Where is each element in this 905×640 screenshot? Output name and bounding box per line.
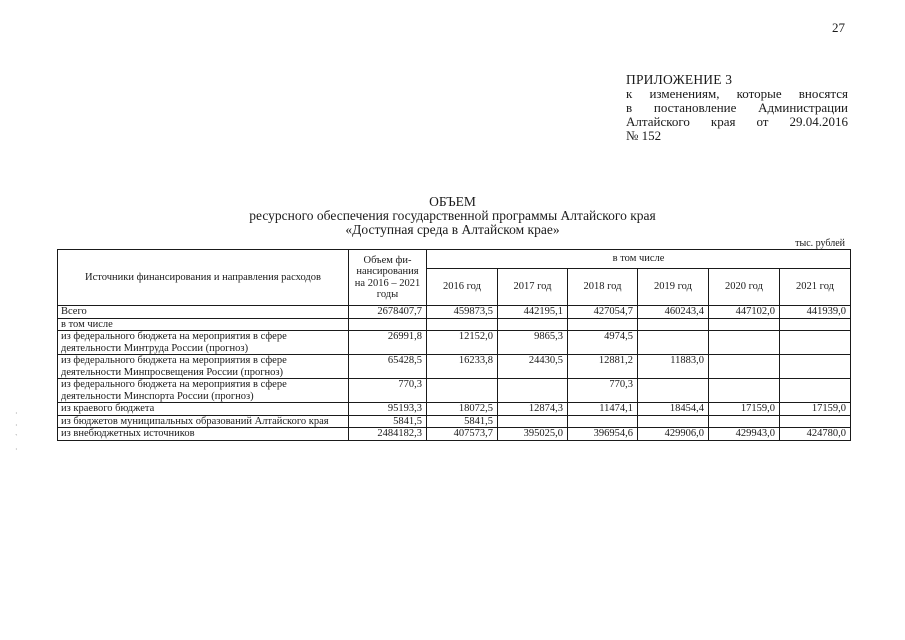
year-value: 441939,0 — [780, 306, 851, 319]
header-including: в том числе — [427, 250, 851, 269]
table-row — [58, 331, 851, 355]
unit-label: тыс. рублей — [795, 238, 845, 249]
row-total: 65428,5 — [349, 355, 427, 379]
year-value: 459873,5 — [427, 306, 498, 319]
row-label: из федерального бюджета на мероприятия в сфере деятельности Минспорта России (прогноз) — [58, 379, 349, 403]
scan-specks: · · ` · — [15, 409, 18, 454]
row-total: 770,3 — [349, 379, 427, 403]
year-value: 11474,1 — [568, 403, 638, 416]
row-label: в том числе — [58, 318, 349, 331]
year-value — [709, 415, 780, 428]
row-label: из внебюджетных источников — [58, 428, 349, 441]
title-line-2: ресурсного обеспечения государственной программы Алтайского края — [249, 208, 656, 223]
table-row — [58, 306, 851, 319]
year-value — [498, 379, 568, 403]
appendix-block — [626, 73, 848, 143]
row-label: из бюджетов муниципальных образований Алтайского края — [58, 415, 349, 428]
header-year: 2020 год — [709, 269, 780, 306]
year-value: 17159,0 — [780, 403, 851, 416]
page-number: 27 — [832, 20, 845, 35]
header-year: 2018 год — [568, 269, 638, 306]
year-value — [709, 331, 780, 355]
header-year: 2019 год — [638, 269, 709, 306]
table-row — [58, 403, 851, 416]
row-label: из федерального бюджета на мероприятия в сфере деятельности Минтруда России (прогноз) — [58, 331, 349, 355]
row-total: 26991,8 — [349, 331, 427, 355]
year-value: 12152,0 — [427, 331, 498, 355]
appendix-line: Алтайского края от 29.04.2016 — [626, 114, 848, 129]
title-line-3: «Доступная среда в Алтайском крае» — [345, 222, 560, 237]
table-row — [58, 415, 851, 428]
appendix-line: в постановление Администрации — [626, 100, 848, 115]
year-value — [780, 379, 851, 403]
year-value: 429943,0 — [709, 428, 780, 441]
row-total — [349, 318, 427, 331]
table-row — [58, 428, 851, 441]
year-value: 429906,0 — [638, 428, 709, 441]
year-value: 24430,5 — [498, 355, 568, 379]
year-value — [638, 379, 709, 403]
year-value — [780, 318, 851, 331]
row-total: 5841,5 — [349, 415, 427, 428]
row-label: из краевого бюджета — [58, 403, 349, 416]
year-value: 16233,8 — [427, 355, 498, 379]
row-total: 2678407,7 — [349, 306, 427, 319]
header-volume: Объем фи-нансирования на 2016 – 2021 годы — [349, 250, 427, 306]
year-value: 11883,0 — [638, 355, 709, 379]
resource-table — [57, 249, 851, 441]
header-source: Источники финансирования и направления расходов — [58, 250, 349, 306]
year-value: 4974,5 — [568, 331, 638, 355]
year-value: 5841,5 — [427, 415, 498, 428]
year-value: 442195,1 — [498, 306, 568, 319]
year-value — [780, 415, 851, 428]
header-year: 2017 год — [498, 269, 568, 306]
year-value: 770,3 — [568, 379, 638, 403]
year-value: 424780,0 — [780, 428, 851, 441]
row-label: Всего — [58, 306, 349, 319]
year-value — [498, 318, 568, 331]
year-value: 9865,3 — [498, 331, 568, 355]
table-row — [58, 318, 851, 331]
header-year: 2021 год — [780, 269, 851, 306]
year-value — [427, 318, 498, 331]
year-value — [498, 415, 568, 428]
year-value — [638, 318, 709, 331]
appendix-line: № 152 — [626, 128, 662, 143]
year-value: 12881,2 — [568, 355, 638, 379]
table-row — [58, 379, 851, 403]
year-value: 12874,3 — [498, 403, 568, 416]
title-line-1: ОБЪЕМ — [429, 194, 476, 209]
year-value — [709, 318, 780, 331]
year-value: 447102,0 — [709, 306, 780, 319]
year-value: 396954,6 — [568, 428, 638, 441]
document-title — [120, 195, 785, 237]
year-value: 407573,7 — [427, 428, 498, 441]
year-value — [709, 379, 780, 403]
year-value: 18454,4 — [638, 403, 709, 416]
row-label: из федерального бюджета на мероприятия в сфере деятельности Минпросвещения России (прогноз) — [58, 355, 349, 379]
year-value — [568, 415, 638, 428]
year-value — [780, 331, 851, 355]
row-total: 95193,3 — [349, 403, 427, 416]
appendix-line: к изменениям, которые вносятся — [626, 86, 848, 101]
year-value: 17159,0 — [709, 403, 780, 416]
row-total: 2484182,3 — [349, 428, 427, 441]
year-value: 18072,5 — [427, 403, 498, 416]
year-value: 427054,7 — [568, 306, 638, 319]
year-value: 395025,0 — [498, 428, 568, 441]
year-value — [638, 415, 709, 428]
table-body — [58, 306, 851, 441]
year-value — [780, 355, 851, 379]
year-value: 460243,4 — [638, 306, 709, 319]
appendix-heading: ПРИЛОЖЕНИЕ 3 — [626, 72, 733, 87]
year-value — [638, 331, 709, 355]
year-value — [709, 355, 780, 379]
year-value — [568, 318, 638, 331]
header-year: 2016 год — [427, 269, 498, 306]
table-row — [58, 355, 851, 379]
year-value — [427, 379, 498, 403]
